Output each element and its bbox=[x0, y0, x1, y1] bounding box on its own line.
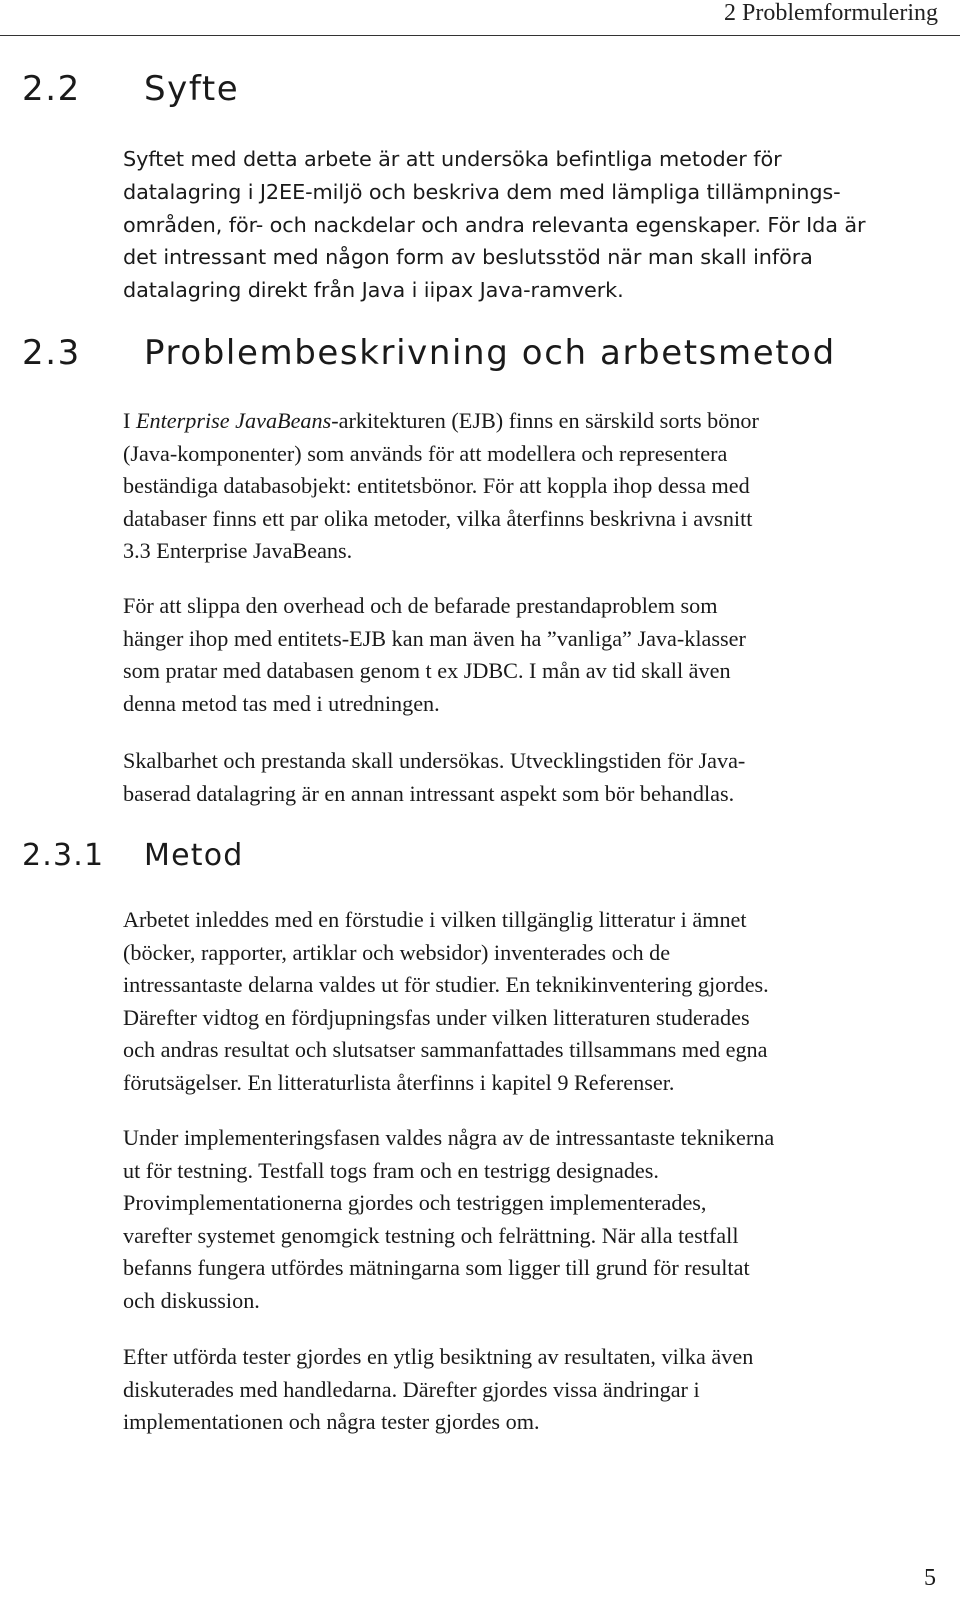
section-number: 2.3 bbox=[22, 333, 81, 373]
section-heading-syfte bbox=[22, 69, 239, 109]
problem-paragraph-2: För att slippa den overhead och de befarade prestandaproblem som hänger ihop med entitets-EJB kan man även ha ”vanliga” Java-klasser som pratar med databasen genom t ex JDBC. I mån av tid skall även denna metod tas med i utredningen. bbox=[123, 593, 746, 716]
problem-paragraph-1 bbox=[123, 405, 958, 568]
metod-paragraph-2: Under implementeringsfasen valdes några av de intressantaste teknikerna ut för testning. Testfall togs fram och en testrigg designades. Provimplementationerna gjordes och testriggen implementerades, varefter systemet genomgick testning och felrättning. När alla testfall befanns fungera utfördes mätningarna som ligger till grund för resultat och diskussion. bbox=[123, 1125, 775, 1313]
italic-term: Enterprise JavaBeans bbox=[135, 408, 332, 433]
section-title: Problembeskrivning och arbetsmetod bbox=[144, 333, 836, 373]
syfte-paragraph: Syftet med detta arbete är att undersöka befintliga metoder för datalagring i J2EE-miljö och beskriva dem med lämpliga tillämpnings- områden, för- och nackdelar och andra relevanta egenskaper. För Ida är det intressant med någon form av beslutsstöd när man skall införa datalagring direkt från Java i iipax Java-ramverk. bbox=[123, 147, 866, 303]
paragraph-text: -arkitekturen (EJB) finns en särskild sorts bönor (Java-komponenter) som används för att modellera och representera beständiga databasobjekt: entitetsbönor. För att koppla ihop dessa med databaser finns ett par olika metoder, vilka återfinns beskrivna i avsnitt 3.3 Enterprise JavaBeans. bbox=[123, 408, 759, 564]
page-number: 5 bbox=[924, 1565, 936, 1591]
subsection-heading-metod bbox=[22, 838, 244, 873]
subsection-title: Metod bbox=[144, 838, 244, 873]
metod-paragraph-1: Arbetet inleddes med en förstudie i vilken tillgänglig litteratur i ämnet (böcker, rapporter, artiklar och websidor) inventerades och de intressantaste delarna valdes ut för studier. En teknikinventering gjordes. Därefter vidtog en fördjupningsfas under vilken litteraturen studerades och andras resultat och slutsatser sammanfattades tillsammans med egna förutsägelser. En litteraturlista återfinns i kapitel 9 Referenser. bbox=[123, 907, 769, 1095]
section-heading-problem bbox=[22, 333, 836, 373]
metod-paragraph-3: Efter utförda tester gjordes en ytlig besiktning av resultaten, vilka även diskuterades med handledarna. Därefter gjordes vissa ändringar i implementationen och några tester gjordes om. bbox=[123, 1344, 754, 1435]
paragraph-prefix: I bbox=[123, 408, 136, 433]
header-rule bbox=[0, 35, 960, 36]
problem-paragraph-3: Skalbarhet och prestanda skall undersökas. Utvecklingstiden för Java- baserad datalagring är en annan intressant aspekt som bör behandlas. bbox=[123, 748, 746, 806]
running-header: 2 Problemformulering bbox=[724, 0, 938, 26]
section-number: 2.2 bbox=[22, 69, 81, 109]
section-title: Syfte bbox=[144, 69, 240, 109]
subsection-number: 2.3.1 bbox=[22, 838, 105, 873]
